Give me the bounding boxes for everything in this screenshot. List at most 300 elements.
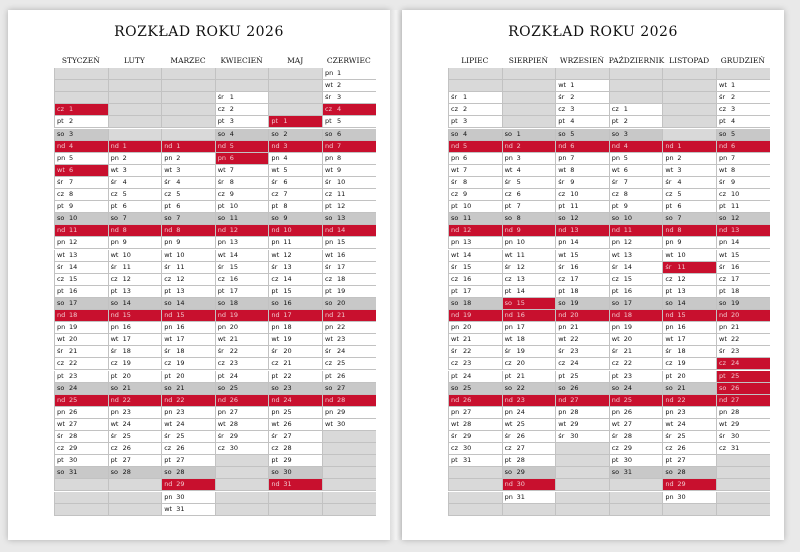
weekday-label: wt	[611, 250, 620, 259]
day-number: 5	[570, 129, 575, 138]
day-number: 5	[516, 177, 521, 186]
month-header: LISTOPAD	[669, 56, 710, 65]
weekday-label: wt	[164, 419, 173, 428]
day-cell	[215, 371, 269, 383]
weekday-label: so	[110, 214, 118, 223]
day-cell	[716, 104, 770, 116]
day-cell	[54, 346, 108, 358]
empty-cell	[215, 479, 269, 491]
day-number: 1	[122, 141, 127, 150]
day-cell	[268, 129, 322, 141]
empty-cell	[322, 431, 376, 443]
day-cell	[609, 189, 663, 201]
day-cell	[268, 237, 322, 249]
day-cell	[322, 262, 376, 274]
day-cell	[716, 274, 770, 286]
day-number: 19	[623, 323, 633, 332]
day-cell	[555, 334, 609, 346]
day-cell	[662, 492, 716, 504]
day-number: 15	[570, 250, 579, 259]
day-number: 10	[623, 214, 633, 223]
day-cell	[215, 177, 269, 189]
weekday-label: pt	[558, 286, 565, 295]
day-number: 26	[463, 395, 472, 404]
weekday-label: śr	[504, 262, 511, 271]
day-cell	[502, 129, 556, 141]
day-number: 13	[570, 226, 579, 235]
weekday-label: śr	[325, 177, 332, 186]
day-cell	[322, 129, 376, 141]
day-cell	[54, 153, 108, 165]
weekday-label: pt	[719, 202, 726, 211]
day-cell	[322, 358, 376, 370]
day-number: 10	[176, 250, 185, 259]
empty-cell	[609, 80, 663, 92]
day-number: 13	[283, 262, 292, 271]
day-number: 25	[337, 359, 346, 368]
day-number: 21	[570, 323, 579, 332]
day-cell	[108, 467, 162, 479]
weekday-label: nd	[611, 226, 621, 235]
weekday-label: śr	[719, 432, 726, 440]
day-cell	[716, 153, 770, 165]
day-cell	[555, 250, 609, 262]
day-cell	[322, 141, 376, 153]
day-number: 2	[69, 117, 74, 126]
day-cell	[161, 213, 215, 225]
day-cell	[716, 407, 770, 419]
day-number: 16	[176, 323, 185, 332]
weekday-label: pn	[665, 407, 674, 416]
weekday-label: wt	[325, 419, 333, 428]
day-cell	[268, 225, 322, 237]
day-number: 26	[623, 407, 633, 416]
day-number: 1	[229, 93, 234, 102]
month-header: MAJ	[287, 56, 304, 65]
day-number: 15	[731, 250, 740, 259]
day-cell	[448, 298, 502, 310]
empty-cell	[215, 68, 269, 80]
day-cell	[716, 129, 770, 141]
day-number: 8	[283, 202, 288, 211]
day-number: 2	[623, 117, 628, 126]
day-cell	[555, 153, 609, 165]
weekday-label: so	[451, 298, 459, 307]
day-number: 2	[516, 141, 521, 150]
day-number: 22	[122, 395, 131, 404]
weekday-label: wt	[719, 165, 727, 174]
empty-cell	[322, 504, 376, 516]
weekday-label: wt	[325, 165, 333, 174]
day-number: 14	[69, 262, 78, 271]
day-number: 29	[623, 444, 633, 453]
day-number: 1	[677, 141, 682, 150]
weekday-label: nd	[611, 141, 621, 150]
day-cell	[609, 371, 663, 383]
month-header: LIPIEC	[461, 56, 489, 65]
day-number: 6	[677, 202, 682, 211]
day-number: 4	[337, 105, 342, 114]
empty-cell	[268, 68, 322, 80]
day-number: 25	[623, 395, 633, 404]
day-number: 27	[677, 456, 686, 465]
weekday-label: cz	[325, 190, 332, 198]
day-number: 18	[731, 286, 740, 295]
weekday-label: so	[558, 383, 566, 392]
day-number: 18	[516, 335, 525, 344]
weekday-label: so	[665, 383, 673, 392]
day-cell	[662, 467, 716, 479]
weekday-label: so	[110, 298, 118, 307]
day-cell	[609, 358, 663, 370]
weekday-label: so	[217, 214, 226, 223]
day-cell	[268, 322, 322, 334]
weekday-label: pt	[451, 202, 458, 211]
weekday-label: nd	[451, 311, 460, 319]
day-cell	[268, 274, 322, 286]
weekday-label: so	[271, 214, 279, 223]
day-cell	[502, 358, 556, 370]
empty-cell	[54, 92, 108, 104]
day-cell	[448, 383, 502, 395]
weekday-label: pn	[271, 323, 280, 332]
day-number: 12	[677, 274, 686, 283]
weekday-label: śr	[451, 432, 458, 440]
day-cell	[54, 371, 108, 383]
weekday-label: pt	[719, 117, 726, 126]
weekday-label: nd	[110, 311, 119, 319]
weekday-label: śr	[110, 177, 117, 186]
day-cell	[716, 310, 770, 322]
day-cell	[161, 201, 215, 213]
weekday-label: śr	[217, 177, 224, 186]
weekday-label: cz	[665, 359, 673, 368]
day-number: 30	[731, 432, 740, 440]
weekday-label: so	[665, 298, 673, 307]
day-cell	[322, 80, 376, 92]
day-cell	[322, 250, 376, 262]
day-number: 16	[337, 250, 346, 259]
day-cell	[108, 383, 162, 395]
weekday-label: cz	[57, 274, 64, 283]
day-cell	[54, 286, 108, 298]
day-number: 5	[176, 190, 181, 198]
weekday-label: so	[558, 214, 566, 223]
day-cell	[609, 467, 663, 479]
day-number: 9	[337, 165, 342, 174]
day-cell	[555, 298, 609, 310]
day-number: 30	[229, 444, 239, 453]
day-cell	[555, 419, 609, 431]
day-number: 22	[69, 359, 78, 368]
weekday-label: cz	[57, 190, 64, 198]
weekday-label: wt	[164, 165, 173, 174]
day-number: 26	[176, 444, 185, 453]
empty-cell	[322, 443, 376, 455]
weekday-label: cz	[325, 274, 332, 283]
day-number: 11	[176, 262, 185, 271]
day-number: 9	[623, 202, 628, 211]
day-cell	[609, 431, 663, 443]
weekday-label: cz	[217, 444, 225, 453]
weekday-label: nd	[164, 480, 173, 489]
weekday-label: so	[325, 214, 333, 223]
empty-cell	[161, 68, 215, 80]
weekday-label: nd	[719, 311, 728, 319]
day-cell	[555, 237, 609, 249]
day-cell	[54, 334, 108, 346]
day-number: 27	[570, 395, 579, 404]
weekday-label: śr	[558, 262, 565, 271]
day-number: 23	[677, 407, 686, 416]
day-number: 2	[176, 153, 181, 162]
day-number: 11	[229, 214, 239, 223]
weekday-label: nd	[325, 395, 334, 404]
day-number: 28	[283, 444, 292, 453]
day-cell	[108, 286, 162, 298]
weekday-label: nd	[665, 480, 674, 489]
weekday-label: nd	[719, 226, 728, 235]
weekday-label: so	[325, 129, 333, 138]
weekday-label: pt	[271, 202, 279, 211]
day-cell	[161, 153, 215, 165]
empty-cell	[54, 479, 108, 491]
weekday-label: pn	[271, 407, 280, 416]
day-number: 11	[463, 214, 472, 223]
weekday-label: pn	[325, 238, 334, 247]
empty-cell	[268, 80, 322, 92]
weekday-label: pn	[611, 153, 621, 162]
day-number: 20	[69, 335, 78, 344]
weekday-label: pt	[325, 117, 332, 126]
day-number: 28	[337, 395, 346, 404]
weekday-label: nd	[504, 141, 513, 150]
weekday-label: pt	[271, 117, 279, 126]
day-cell	[54, 274, 108, 286]
weekday-label: wt	[271, 165, 280, 174]
day-cell	[716, 346, 770, 358]
day-number: 1	[516, 129, 521, 138]
day-cell	[716, 358, 770, 370]
day-cell	[268, 383, 322, 395]
weekday-label: śr	[611, 347, 618, 356]
day-number: 28	[623, 432, 633, 440]
day-number: 28	[69, 432, 78, 440]
day-number: 5	[122, 190, 127, 198]
day-number: 13	[337, 214, 346, 223]
weekday-label: śr	[164, 177, 171, 186]
day-cell	[215, 129, 269, 141]
day-number: 31	[623, 468, 633, 477]
day-number: 24	[463, 371, 472, 380]
day-cell	[322, 419, 376, 431]
day-number: 27	[122, 456, 131, 465]
weekday-label: pn	[57, 407, 66, 416]
weekday-label: pn	[719, 153, 728, 162]
weekday-label: nd	[611, 395, 621, 404]
weekday-label: śr	[164, 432, 171, 440]
day-cell	[555, 177, 609, 189]
day-number: 26	[731, 383, 740, 392]
weekday-label: so	[271, 129, 279, 138]
day-cell	[322, 165, 376, 177]
weekday-label: cz	[325, 359, 332, 368]
weekday-label: cz	[217, 359, 225, 368]
weekday-label: nd	[164, 226, 173, 235]
weekday-label: cz	[611, 359, 619, 368]
day-number: 16	[463, 274, 472, 283]
weekday-label: wt	[558, 165, 567, 174]
day-cell	[448, 431, 502, 443]
day-number: 26	[283, 419, 292, 428]
day-cell	[108, 322, 162, 334]
day-number: 3	[677, 165, 682, 174]
day-number: 20	[570, 311, 579, 319]
day-number: 9	[570, 177, 575, 186]
day-number: 4	[122, 177, 127, 186]
day-cell	[609, 383, 663, 395]
day-cell	[108, 274, 162, 286]
day-cell	[448, 116, 502, 128]
empty-cell	[268, 504, 322, 516]
day-cell	[609, 153, 663, 165]
weekday-label: pn	[719, 407, 728, 416]
day-cell	[716, 431, 770, 443]
weekday-label: cz	[57, 105, 64, 114]
weekday-label: śr	[558, 93, 565, 102]
weekday-label: śr	[164, 262, 171, 271]
day-number: 25	[516, 419, 525, 428]
day-cell	[268, 298, 322, 310]
weekday-label: pt	[451, 371, 458, 380]
day-number: 27	[283, 432, 292, 440]
weekday-label: pt	[665, 286, 673, 295]
day-cell	[555, 358, 609, 370]
day-cell	[322, 237, 376, 249]
day-cell	[108, 201, 162, 213]
day-number: 13	[623, 250, 633, 259]
day-cell	[268, 395, 322, 407]
day-cell	[716, 286, 770, 298]
weekday-label: pn	[451, 153, 460, 162]
day-cell	[448, 165, 502, 177]
day-cell	[502, 262, 556, 274]
day-number: 7	[731, 153, 736, 162]
empty-cell	[662, 504, 716, 516]
weekday-label: so	[451, 383, 459, 392]
day-number: 19	[570, 298, 579, 307]
day-number: 30	[69, 456, 78, 465]
day-cell	[609, 116, 663, 128]
day-number: 30	[570, 432, 579, 440]
day-number: 28	[463, 419, 472, 428]
day-cell	[322, 189, 376, 201]
day-number: 18	[463, 298, 472, 307]
day-cell	[54, 165, 108, 177]
weekday-label: nd	[665, 141, 674, 150]
day-cell	[215, 383, 269, 395]
weekday-label: śr	[217, 262, 224, 271]
weekday-label: cz	[217, 105, 225, 114]
day-number: 17	[516, 323, 525, 332]
day-cell	[54, 419, 108, 431]
empty-cell	[502, 104, 556, 116]
empty-cell	[322, 492, 376, 504]
weekday-label: cz	[719, 274, 726, 283]
weekday-label: wt	[57, 419, 65, 428]
day-number: 4	[731, 117, 736, 126]
weekday-label: pt	[110, 286, 118, 295]
weekday-label: śr	[504, 432, 511, 440]
weekday-label: śr	[611, 432, 618, 440]
day-cell	[108, 250, 162, 262]
day-number: 3	[623, 129, 628, 138]
weekday-label: nd	[504, 226, 513, 235]
day-number: 1	[69, 105, 74, 114]
weekday-label: cz	[164, 359, 172, 368]
day-number: 4	[677, 177, 682, 186]
day-cell	[716, 165, 770, 177]
weekday-label: wt	[558, 81, 567, 90]
day-number: 14	[463, 250, 472, 259]
empty-cell	[555, 455, 609, 467]
day-cell	[322, 177, 376, 189]
weekday-label: so	[217, 298, 226, 307]
weekday-label: wt	[164, 250, 173, 259]
day-number: 5	[463, 141, 468, 150]
day-number: 24	[623, 383, 633, 392]
day-number: 20	[176, 371, 185, 380]
day-cell	[609, 407, 663, 419]
weekday-label: cz	[164, 444, 172, 453]
weekday-label: pn	[611, 407, 621, 416]
weekday-label: cz	[504, 359, 512, 368]
day-cell	[108, 310, 162, 322]
weekday-label: so	[217, 383, 226, 392]
day-number: 17	[623, 298, 633, 307]
empty-cell	[54, 492, 108, 504]
day-number: 14	[570, 238, 579, 247]
day-cell	[161, 322, 215, 334]
day-number: 11	[516, 250, 525, 259]
weekday-label: pt	[217, 371, 225, 380]
weekday-label: śr	[57, 432, 64, 440]
day-cell	[502, 455, 556, 467]
day-number: 8	[229, 177, 234, 186]
empty-cell	[555, 68, 609, 80]
weekday-label: śr	[558, 432, 565, 440]
day-cell	[161, 274, 215, 286]
weekday-label: nd	[719, 395, 728, 404]
weekday-label: pt	[558, 371, 565, 380]
weekday-label: pn	[451, 238, 460, 247]
day-number: 6	[122, 202, 127, 211]
day-cell	[555, 286, 609, 298]
weekday-label: pn	[665, 238, 674, 247]
day-cell	[448, 104, 502, 116]
day-cell	[322, 213, 376, 225]
empty-cell	[54, 68, 108, 80]
day-number: 4	[570, 117, 575, 126]
weekday-label: so	[504, 383, 512, 392]
day-cell	[161, 358, 215, 370]
day-cell	[161, 492, 215, 504]
day-cell	[502, 225, 556, 237]
weekday-label: wt	[325, 250, 333, 259]
day-number: 1	[337, 69, 342, 77]
day-cell	[502, 189, 556, 201]
day-cell	[268, 250, 322, 262]
